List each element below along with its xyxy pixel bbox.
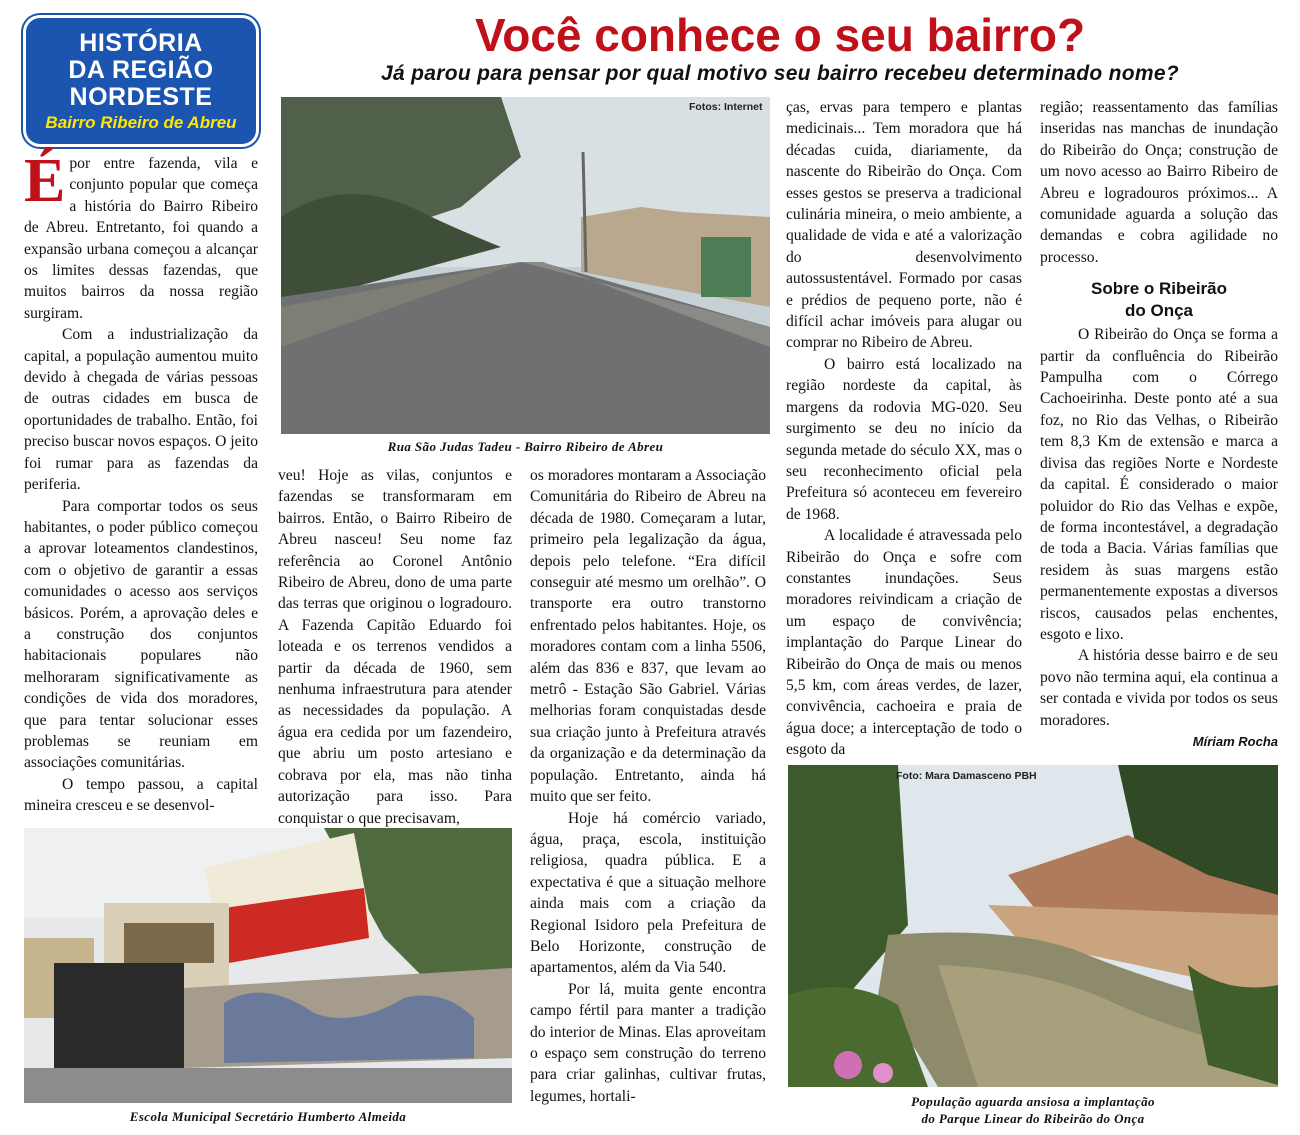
school-photo xyxy=(24,828,512,1103)
river-photo-image xyxy=(788,765,1278,1087)
article-col1-p3: Para comportar todos os seus habitantes, o poder público começou a aprovar loteamentos clandestinos, com o objetivo de garantir a essas comunidades o acesso aos serviços básicos. Porém, a aprovação deles e a construção dos conjuntos habitacionais populares não melhoraram significativamente as condições de vida dos moradores, que para tentar solucionar esses problemas se reuniam em associações comunitárias. xyxy=(24,497,258,772)
badge-title xyxy=(26,30,256,111)
article-col5-p3: A história desse bairro e de seu povo não termina aqui, ela continua a ser contada e vivida por todos os seus moradores. xyxy=(1040,647,1278,729)
section-subtitle xyxy=(1040,278,1278,322)
article-column-1 xyxy=(24,147,258,817)
street-photo xyxy=(281,97,770,434)
article-col4-p1: ças, ervas para tempero e plantas medicinais... Tem moradora que há décadas cuida, diariamente, da nascente do Ribeirão do Onça. Com esses gestos se preserva a tradicional culinária mineira, o meio ambiente, a qualidade de vida e até a valorização do desenvolvimento autossustentável. Formado por casas e prédios de pequeno porte, não é difícil achar imóveis para alugar ou comprar no Ribeiro de Abreu. xyxy=(786,99,1022,352)
article-column-3 xyxy=(530,465,766,1107)
section-badge xyxy=(26,18,256,144)
article-col1-p2: Com a industrialização da capital, a população aumentou muito devido à chegada de várias pessoas de outras cidades em busca de oportunidades de trabalho. Então, foi preciso buscar novos espaços. O jeito foi rumar para as fazendas da periferia. xyxy=(24,326,258,494)
headline: Você conhece o seu bairro? xyxy=(474,9,1086,61)
badge-title-line1: HISTÓRIA xyxy=(79,29,203,57)
article-col5-p1: região; reassentamento das famílias inseridas nas manchas de inundação do Ribeirão do Onça; construção de um novo acesso ao Bairro Ribeiro de Abreu e logradouros próximos... A comunidade aguarda a solução das demandas e cobra agilidade no processo. xyxy=(1040,99,1278,266)
section-subtitle-line1: Sobre o Ribeirão xyxy=(1090,279,1228,299)
river-photo-caption-line1: População aguarda ansiosa a implantação xyxy=(911,1094,1155,1109)
school-photo-image xyxy=(24,828,512,1103)
article-col1-p1-text: por entre fazenda, vila e conjunto popular que começa a história do Bairro Ribeiro de Abreu. Entretanto, foi quando a expansão urbana começou a alcançar os limites dessas fazendas, que muitos bairros da nossa região surgiram. xyxy=(24,155,258,322)
badge-subtitle: Bairro Ribeiro de Abreu xyxy=(45,113,237,132)
article-column-2 xyxy=(278,465,512,829)
drop-cap: É xyxy=(24,147,66,215)
article-col1-p4: O tempo passou, a capital mineira cresceu e se desenvol- xyxy=(24,775,258,815)
street-photo-credit: Fotos: Internet xyxy=(689,101,763,113)
article-col5-p2: O Ribeirão do Onça se forma a partir da confluência do Ribeirão Pampulha com o Córrego Cachoeirinha. Deste ponto até a sua foz, no Rio das Velhas, o Ribeirão tem 8,3 Km de extensão e marca a divisa das regiões Norte e Nordeste da capital. É considerado o maior poluidor do Rio das Velhas e expõe, de forma incontestável, a degradação de toda a Bacia. Várias famílias que residem às suas margens estão permanentemente expostas a diversos riscos, causados pelas enchentes, esgoto e lixo. xyxy=(1040,326,1278,643)
river-photo-credit: Foto: Mara Damasceno PBH xyxy=(896,770,1037,782)
subheadline: Já parou para pensar por qual motivo seu bairro recebeu determinado nome? xyxy=(381,62,1179,85)
badge-title-line2: DA REGIÃO xyxy=(68,56,214,84)
author-signature: Míriam Rocha xyxy=(1192,733,1278,749)
section-subtitle-line2: do Onça xyxy=(1124,301,1193,321)
street-photo-caption: Rua São Judas Tadeu - Bairro Ribeiro de Abreu xyxy=(387,439,664,454)
river-photo-caption-line2: do Parque Linear do Ribeirão do Onça xyxy=(921,1111,1145,1126)
article-col4-p2: O bairro está localizado na região nordeste da capital, às margens da rodovia MG-020. Seu surgimento se deu no início da segunda metade do século XX, mas o seu reconhecimento oficial pela Prefeitura só aconteceu em fevereiro de 1968. xyxy=(786,355,1022,523)
article-col3-p1: os moradores montaram a Associação Comunitária do Ribeiro de Abreu na década de 1980. Começaram a lutar, primeiro pela legalização da água, depois pelo telefone. “Era difícil conseguir até mesmo um orelhão”. O transporte era outro transtorno enfrentado pelos habitantes. Hoje, os moradores contam com a linha 5506, além das 836 e 837, que levam ao metrô - Estação São Gabriel. Várias melhorias foram conquistadas desde sua criação junto à Prefeitura através da organização e da determinação da população. Entretanto, ainda há muito que ser feito. xyxy=(530,467,766,806)
article-column-5 xyxy=(1040,97,1278,752)
street-photo-image xyxy=(281,97,770,434)
school-photo-caption: Escola Municipal Secretário Humberto Almeida xyxy=(129,1109,407,1124)
river-photo xyxy=(788,765,1278,1087)
article-col3-p2: Hoje há comércio variado, água, praça, escola, instituição religiosa, quadra pública. E a expectativa é que a situação melhore ainda mais com a criação da Regional Isidoro pela Prefeitura de Belo Horizonte, construção de apartamentos, além da Via 540. xyxy=(530,809,766,977)
article-col4-p3: A localidade é atravessada pelo Ribeirão do Onça e sofre com constantes inundações. Seus moradores reivindicam a criação de um espaço de convivência; implantação do Parque Linear do Ribeirão do Onça de mais ou menos 5,5 km, com áreas verdes, de lazer, convivência, cachoeira e praia de água doce; a interceptação de todo o esgoto da xyxy=(786,527,1022,759)
article-column-4 xyxy=(786,97,1022,761)
badge-title-line3: NORDESTE xyxy=(69,83,213,111)
article-col3-p3: Por lá, muita gente encontra campo fértil para manter a tradição do interior de Minas. Elas aproveitam o espaço sem construção do terreno para criar galinhas, cultivar frutas, legumes, hortali- xyxy=(530,980,766,1105)
river-photo-caption xyxy=(788,1093,1278,1127)
article-col2-p1: veu! Hoje as vilas, conjuntos e fazendas se transformaram em bairros. Então, o Bairro Ribeiro de Abreu nasceu! Seu nome faz referência ao Coronel Antônio Ribeiro de Abreu, dono de uma parte das terras que originou o logradouro. A Fazenda Capitão Eduardo foi loteada e os terrenos vendidos a partir da década de 1960, sem nenhuma infraestrutura para atender as necessidades da população. A água era cedida por um fazendeiro, que abriu um posto artesiano e cobrava por ela, mas não tinha autorização para isso. Para conquistar o que precisavam, xyxy=(278,467,512,827)
article-col1-p1 xyxy=(24,147,258,324)
